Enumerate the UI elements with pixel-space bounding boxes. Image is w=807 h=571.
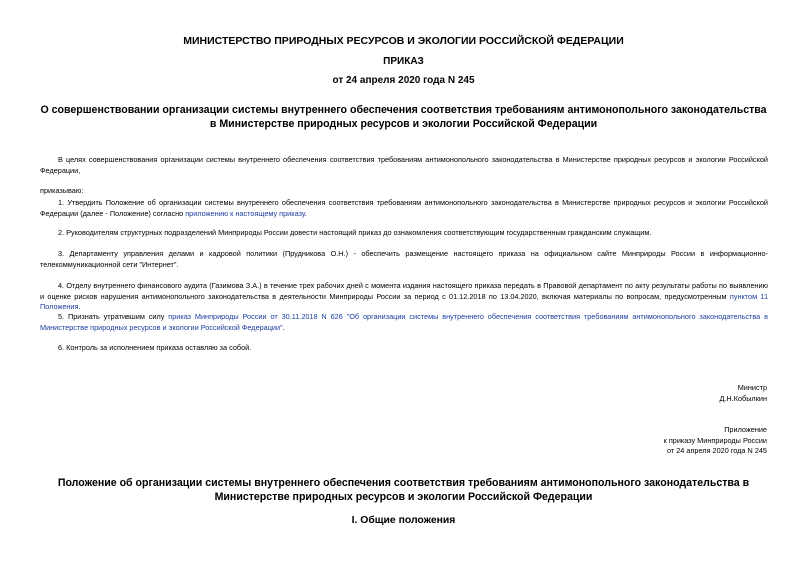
order-title: О совершенствовании организации системы внутреннего обеспечения соответствия требованиям антимонопольного законодательства в Министерстве природных ресурсов и экологии Российской Федерации: [40, 104, 767, 130]
section-heading: I. Общие положения: [351, 515, 456, 526]
paragraph-5: [40, 312, 768, 333]
appendix-line-1: Приложение: [724, 425, 767, 434]
ministry-heading: МИНИСТЕРСТВО ПРИРОДНЫХ РЕСУРСОВ И ЭКОЛОГИИ РОССИЙСКОЙ ФЕДЕРАЦИИ: [183, 35, 624, 47]
paragraph-order: приказываю:: [40, 186, 84, 195]
paragraph-5-end: .: [282, 322, 285, 332]
paragraph-1: [40, 198, 768, 219]
paragraph-4-end: .: [78, 302, 81, 312]
date-number-heading: от 24 апреля 2020 года N 245: [332, 75, 475, 86]
appendix-link[interactable]: приложению к настоящему приказу: [185, 208, 305, 218]
repealed-order-link[interactable]: приказ Минприроды России от 30.11.2018 N 626 "Об организации системы внутреннего обеспечения соответствия требованиям антимонопольного законодательства в Министерстве природных ресурсов и экологии Российской Федерации": [40, 312, 768, 332]
appendix-line-2: к приказу Минприроды России: [663, 436, 767, 445]
paragraph-4-text: 4. Отделу внутреннего финансового аудита (Газимова З.А.) в течение трех рабочих дней с момента издания настоящего приказа передать в Правовой департамент по акту результаты работы по выявлению и оценке рисков нарушения антимонопольного законодательства в деятельности Минприроды России за период с 01.12.2018 по 13.04.2020, включая материалы по вопросам, предусмотренным: [40, 281, 768, 301]
doc-type-heading: ПРИКАЗ: [383, 56, 424, 67]
paragraph-2: 2. Руководителям структурных подразделений Минприроды России довести настоящий приказ до ознакомления соответствующим государственным гражданским служащим.: [58, 228, 652, 237]
signature-position: Министр: [737, 383, 767, 392]
appendix-line-3: от 24 апреля 2020 года N 245: [666, 446, 767, 455]
paragraph-5-text: 5. Признать утратившим силу: [58, 312, 169, 321]
paragraph-4: [40, 281, 768, 313]
clause-11-link[interactable]: пунктом 11 Положения: [40, 291, 769, 312]
paragraph-3: 3. Департаменту управления делами и кадровой политики (Прудникова О.Н.) - обеспечить размещение настоящего приказа на официальном сайте Минприроды России в информационно-телекоммуникационной сети "Интернет".: [40, 249, 768, 269]
signature-name: Д.Н.Кобылкин: [719, 394, 767, 403]
paragraph-1-text: 1. Утвердить Положение об организации системы внутреннего обеспечения соответствия требованиям антимонопольного законодательства в Министерстве природных ресурсов и экологии Российской Федерации (далее - Положение) согласно: [40, 198, 768, 218]
paragraph-intro: В целях совершенствования организации системы внутреннего обеспечения соответствия требованиям антимонопольного законодательства в Министерстве природных ресурсов и экологии Российской Федерации,: [40, 155, 768, 175]
paragraph-6: 6. Контроль за исполнением приказа оставляю за собой.: [58, 343, 252, 352]
regulation-title: Положение об организации системы внутреннего обеспечения соответствия требованиям антимонопольного законодательства в Министерстве природных ресурсов и экологии Российской Федерации: [57, 477, 750, 503]
paragraph-1-end: .: [304, 208, 307, 218]
